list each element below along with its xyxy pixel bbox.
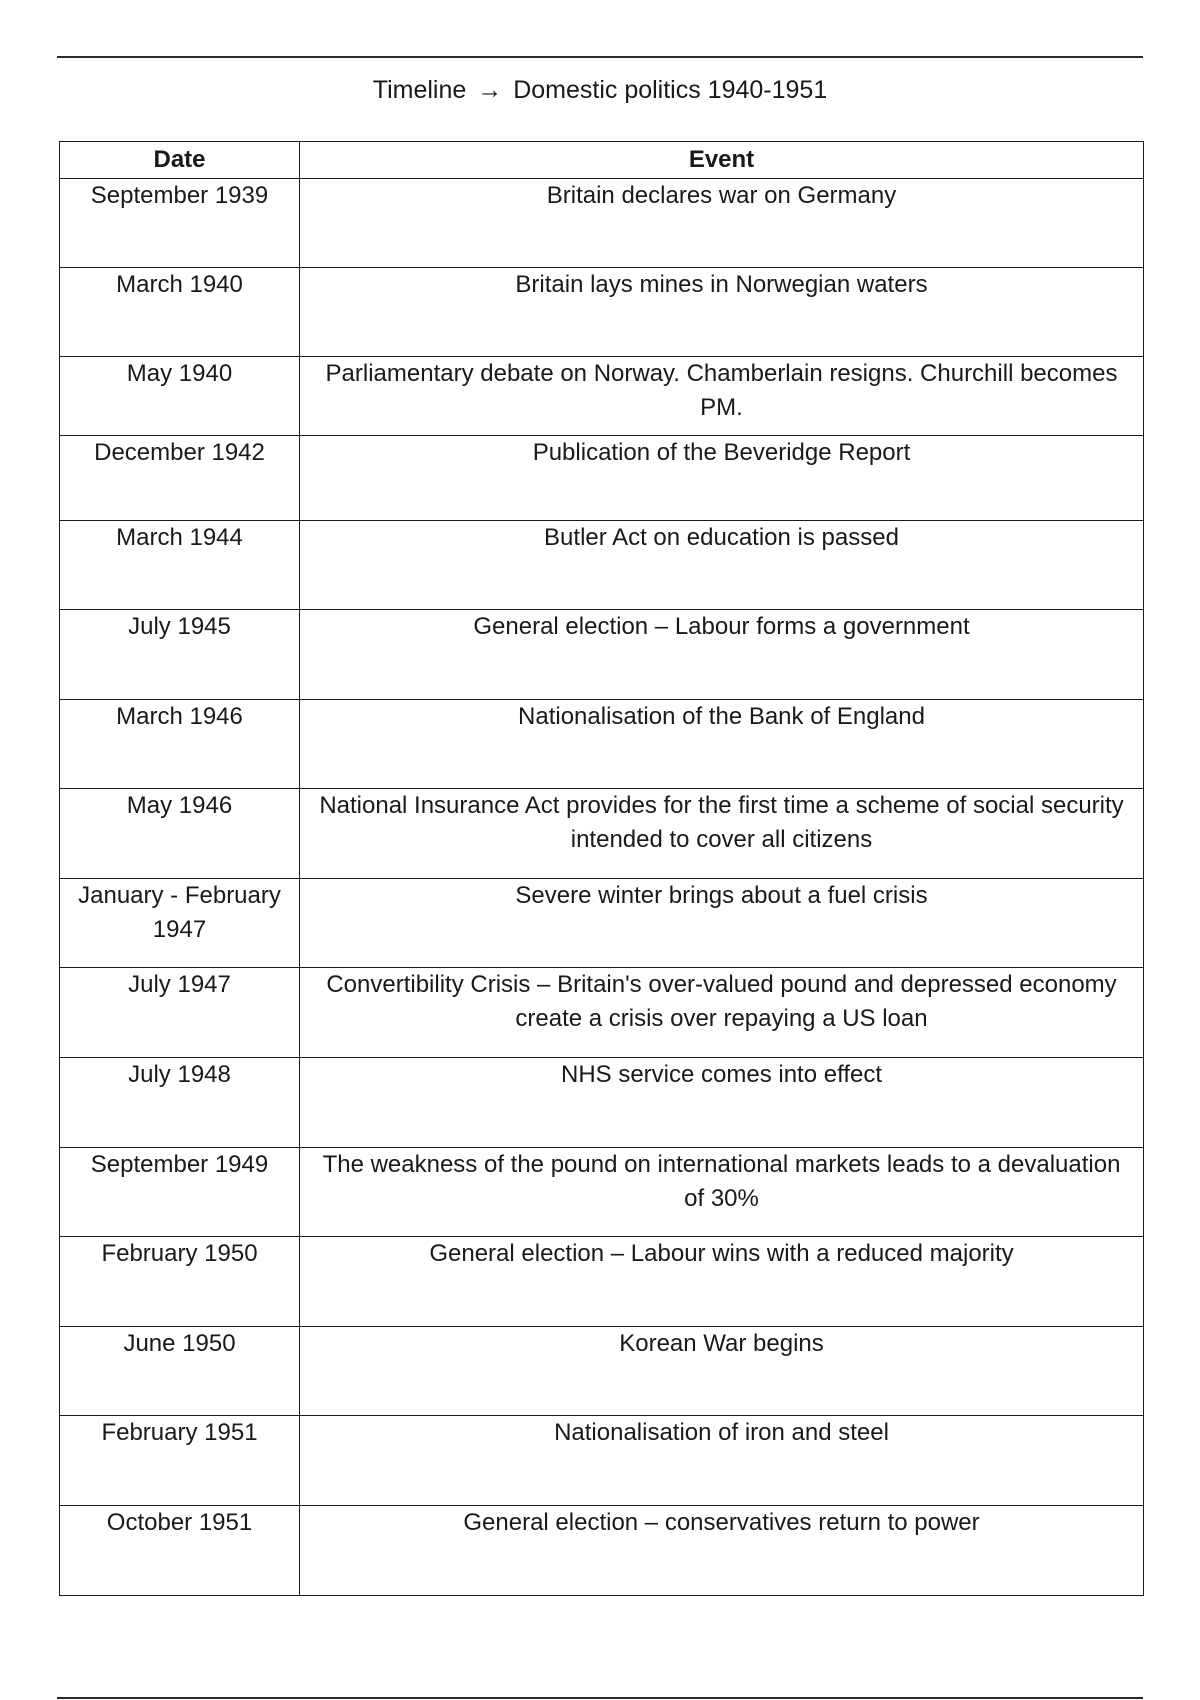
table-row [60, 789, 1144, 879]
event-column-header: Event [300, 142, 1144, 179]
event-cell: National Insurance Act provides for the first time a scheme of social security intended to cover all citizens [300, 789, 1144, 879]
title-right: Domestic politics 1940-1951 [513, 76, 828, 104]
table-row [60, 521, 1144, 610]
table-row [60, 179, 1144, 268]
table-header-row [60, 142, 1144, 179]
date-cell: September 1939 [60, 179, 300, 268]
timeline-table [59, 141, 1144, 1596]
table-row [60, 968, 1144, 1058]
date-cell: December 1942 [60, 436, 300, 521]
event-cell: Severe winter brings about a fuel crisis [300, 879, 1144, 968]
event-cell: General election – Labour forms a government [300, 610, 1144, 700]
table-row [60, 700, 1144, 789]
date-cell: July 1947 [60, 968, 300, 1058]
date-cell: January - February 1947 [60, 879, 300, 968]
table-row [60, 1058, 1144, 1148]
table-row [60, 1237, 1144, 1327]
event-cell: General election – Labour wins with a reduced majority [300, 1237, 1144, 1327]
event-cell: General election – conservatives return to power [300, 1506, 1144, 1596]
bottom-rule [57, 1697, 1143, 1699]
date-cell: July 1945 [60, 610, 300, 700]
event-cell: Parliamentary debate on Norway. Chamberlain resigns. Churchill becomes PM. [300, 357, 1144, 436]
date-cell: March 1940 [60, 268, 300, 357]
date-cell: March 1944 [60, 521, 300, 610]
event-cell: NHS service comes into effect [300, 1058, 1144, 1148]
page-title [0, 74, 1200, 106]
table-row [60, 1506, 1144, 1596]
event-cell: Nationalisation of the Bank of England [300, 700, 1144, 789]
table-row [60, 610, 1144, 700]
table-row [60, 1416, 1144, 1506]
table-row [60, 268, 1144, 357]
date-column-header: Date [60, 142, 300, 179]
event-cell: Convertibility Crisis – Britain's over-valued pound and depressed economy create a crisis over repaying a US loan [300, 968, 1144, 1058]
table-row [60, 357, 1144, 436]
arrow-right-icon: → [477, 76, 503, 104]
date-cell: March 1946 [60, 700, 300, 789]
top-rule [57, 56, 1143, 58]
date-cell: July 1948 [60, 1058, 300, 1148]
event-cell: Butler Act on education is passed [300, 521, 1144, 610]
title-left: Timeline [372, 76, 467, 104]
date-cell: February 1950 [60, 1237, 300, 1327]
table-row [60, 436, 1144, 521]
event-cell: Britain lays mines in Norwegian waters [300, 268, 1144, 357]
date-cell: May 1946 [60, 789, 300, 879]
date-cell: September 1949 [60, 1148, 300, 1237]
table-row [60, 879, 1144, 968]
event-cell: Britain declares war on Germany [300, 179, 1144, 268]
date-cell: June 1950 [60, 1327, 300, 1416]
date-cell: February 1951 [60, 1416, 300, 1506]
table-row [60, 1148, 1144, 1237]
event-cell: Publication of the Beveridge Report [300, 436, 1144, 521]
event-cell: Nationalisation of iron and steel [300, 1416, 1144, 1506]
table-row [60, 1327, 1144, 1416]
date-cell: October 1951 [60, 1506, 300, 1596]
event-cell: The weakness of the pound on international markets leads to a devaluation of 30% [300, 1148, 1144, 1237]
date-cell: May 1940 [60, 357, 300, 436]
event-cell: Korean War begins [300, 1327, 1144, 1416]
